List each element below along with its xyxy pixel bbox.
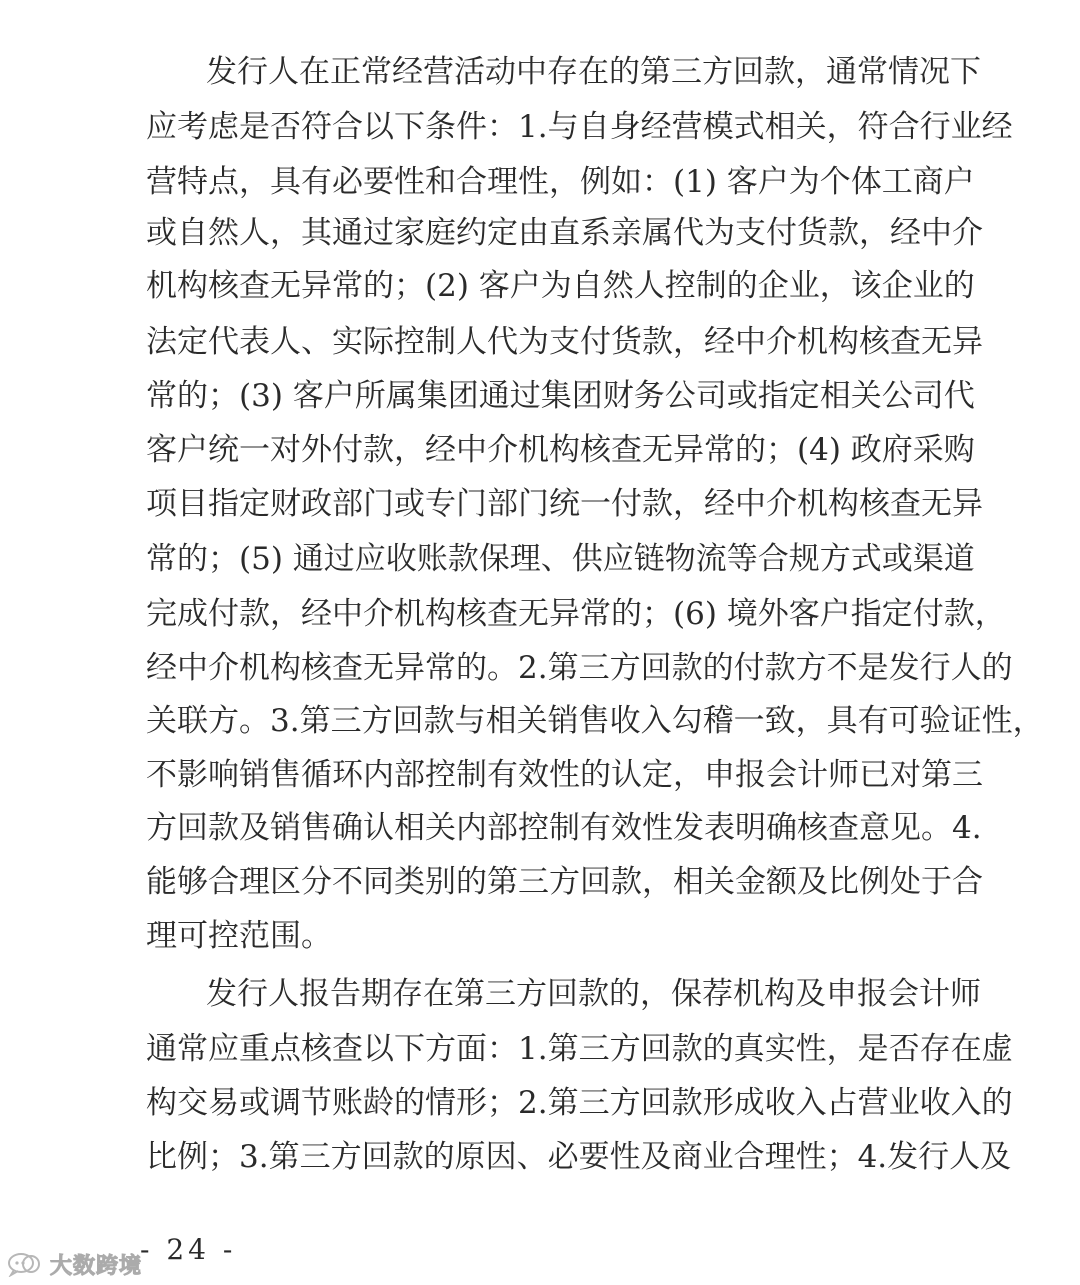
paragraph-2-line: 构交易或调节账龄的情形；2.第三方回款形成收入占营业收入的 (146, 1085, 1013, 1121)
paragraph-1-line: 应考虑是否符合以下条件：1.与自身经营模式相关，符合行业经 (146, 109, 1013, 145)
paragraph-1-line: 方回款及销售确认相关内部控制有效性发表明确核查意见。4. (146, 810, 982, 846)
chat-bubble-logo-icon (6, 1251, 44, 1277)
paragraph-1-line: 关联方。3.第三方回款与相关销售收入勾稽一致，具有可验证性， (146, 703, 1044, 739)
paragraph-1-line: 完成付款，经中介机构核查无异常的；(6) 境外客户指定付款， (146, 596, 1006, 632)
paragraph-2-line: 通常应重点核查以下方面：1.第三方回款的真实性，是否存在虚 (146, 1031, 1013, 1067)
paragraph-2-line: 比例；3.第三方回款的原因、必要性及商业合理性；4.发行人及 (146, 1139, 1012, 1175)
paragraph-1-line: 经中介机构核查无异常的。2.第三方回款的付款方不是发行人的 (146, 650, 1013, 686)
paragraph-1-line: 项目指定财政部门或专门部门统一付款，经中介机构核查无异 (146, 486, 983, 522)
paragraph-2-line: 发行人报告期存在第三方回款的，保荐机构及申报会计师 (206, 976, 981, 1012)
watermark-text: 大数跨境 (50, 1253, 143, 1279)
paragraph-1-line: 不影响销售循环内部控制有效性的认定，申报会计师已对第三 (146, 757, 983, 793)
paragraph-1-line: 能够合理区分不同类别的第三方回款，相关金额及比例处于合 (146, 864, 983, 900)
paragraph-1-line: 常的；(3) 客户所属集团通过集团财务公司或指定相关公司代 (146, 378, 975, 414)
paragraph-1-line: 营特点，具有必要性和合理性，例如：(1) 客户为个体工商户 (146, 164, 975, 200)
paragraph-1-line: 或自然人，其通过家庭约定由直系亲属代为支付货款，经中介 (146, 215, 983, 251)
watermark (6, 1248, 142, 1280)
page-number: - 24 - (140, 1233, 237, 1266)
paragraph-1-line: 机构核查无异常的；(2) 客户为自然人控制的企业，该企业的 (146, 268, 975, 304)
paragraph-1-line: 理可控范围。 (146, 918, 332, 954)
paragraph-1-line: 常的；(5) 通过应收账款保理、供应链物流等合规方式或渠道 (146, 541, 975, 577)
paragraph-1-line: 客户统一对外付款，经中介机构核查无异常的；(4) 政府采购 (146, 432, 975, 468)
paragraph-1-line: 发行人在正常经营活动中存在的第三方回款，通常情况下 (206, 54, 981, 90)
paragraph-1-line: 法定代表人、实际控制人代为支付货款，经中介机构核查无异 (146, 324, 983, 360)
